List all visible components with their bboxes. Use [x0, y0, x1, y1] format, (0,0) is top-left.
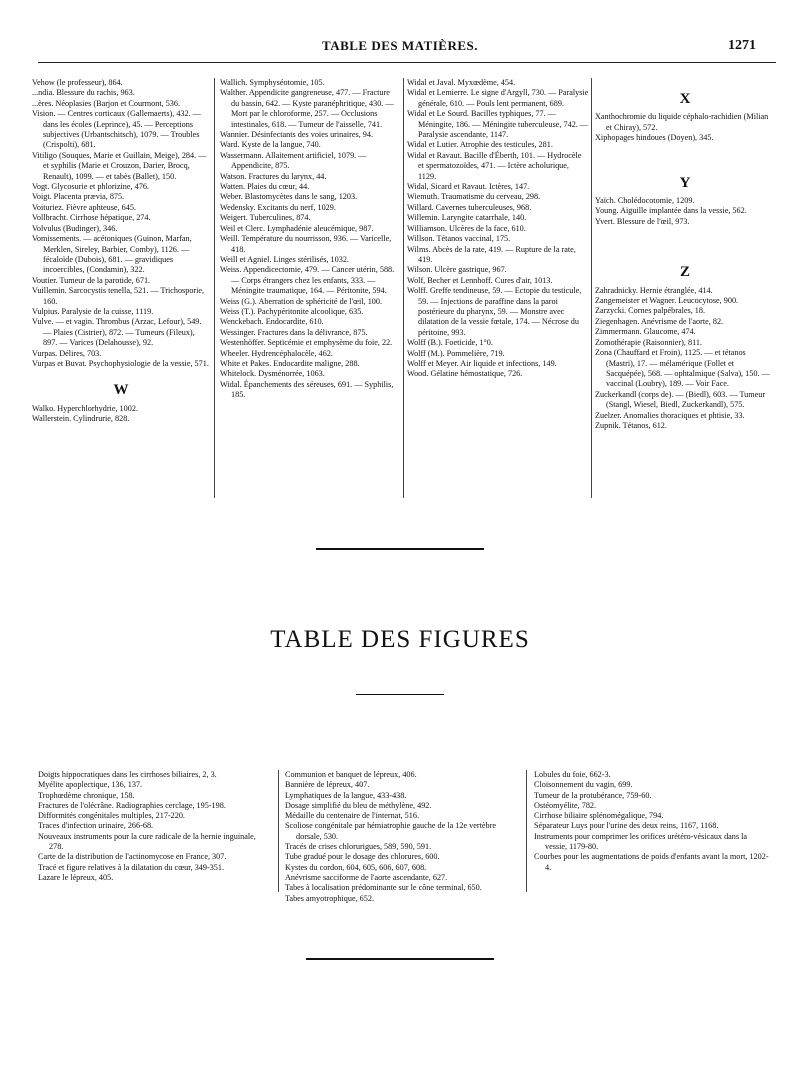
figure-entry: Nouveaux instruments pour la cure radicale de la hernie inguinale, 278. — [38, 831, 256, 852]
index-entry: White et Pakes. Endocardite maligne, 288. — [220, 358, 360, 368]
figure-entry: Fractures de l'olécrâne. Radiographies cerclage, 195-198. — [38, 800, 226, 810]
index-entry: Xiphopages hindoues (Doyen), 345. — [595, 133, 714, 143]
column-rule — [526, 770, 527, 892]
index-entry: Vogt. Glycosurie et phlorizine, 476. — [32, 182, 149, 192]
index-entry: Weiss. Appendicectomie, 479. — Cancer utérin, 588. — Corps étrangers chez les enfants, 333. — Méningite traumatique, 164. — Péritonite, 594. — [220, 265, 395, 296]
index-entry: Weber. Blastomycètes dans le sang, 1203. — [220, 192, 358, 202]
index-entry: Zomothérapie (Raisonnier), 811. — [595, 337, 703, 347]
index-entry: Wood. Gélatine hémostatique, 726. — [407, 369, 523, 379]
figure-entry: Kystes du cordon, 604, 605, 606, 607, 608. — [285, 862, 427, 872]
figures-title: TABLE DES FIGURES — [270, 626, 530, 653]
figure-entry: Difformités congénitales multiples, 217-220. — [38, 811, 185, 821]
index-entry: Weill. Température du nourrisson, 936. — Varicelle, 418. — [220, 234, 392, 254]
index-entry: Voigt. Placenta prævia, 875. — [32, 192, 125, 202]
index-entry: Williamson. Ulcères de la face, 610. — [407, 223, 526, 233]
index-entry: ...ères. Néoplasies (Barjon et Courmont, 536. — [32, 98, 181, 108]
index-entry: Zimmermann. Glaucome, 474. — [595, 327, 696, 337]
index-entry: Wallich. Symphyséotomie, 105. — [220, 78, 325, 87]
index-entry: Vurpas. Délires, 703. — [32, 348, 102, 358]
index-entry: Vehow (le professeur), 864. — [32, 78, 123, 87]
column-rule — [403, 78, 404, 498]
index-entry: Young. Aiguille implantée dans la vessie, 562. — [595, 206, 747, 216]
index-entry: Willemin. Laryngite catarrhale, 140. — [407, 213, 527, 223]
index-entry: Wedensky. Excitants du nerf, 1029. — [220, 202, 336, 212]
figure-entry: Anévrisme sacciforme de l'aorte ascendante, 627. — [285, 872, 448, 882]
index-entry: Vomissements. — acétoniques (Guinon, Marfan, Merklen, Sireley, Barbier, Comby), 1126. — fécaloïde (Dubois), 681. — gravidiques incoercibles, (Condamin), 322. — [32, 234, 192, 275]
index-entry: Xanthochromie du liquide céphalo-rachidien (Milian et Chiray), 572. — [595, 112, 769, 132]
index-entry: Voituriez. Fièvre aphteuse, 645. — [32, 202, 136, 212]
figure-entry: Dosage simplifié du bleu de méthylène, 492. — [285, 800, 432, 810]
index-entry: Zangemeister et Wagner. Leucocytose, 900. — [595, 296, 739, 306]
index-entry: Watson. Fractures du larynx, 44. — [220, 171, 327, 181]
index-entry: Widal et Lemierre. Le signe d'Argyll, 730. — Paralysie générale, 610. — Pouls lent permanent, 689. — [407, 88, 589, 108]
index-entry: Willson. Tétanos vaccinal, 175. — [407, 234, 511, 244]
index-entry: ...ndia. Blessure du rachis, 963. — [32, 88, 135, 98]
index-entry: Yvert. Blessure de l'œil, 973. — [595, 216, 690, 226]
section-letter-w: W — [113, 382, 129, 399]
index-entry: Wessinger. Fractures dans la délivrance, 875. — [220, 327, 368, 337]
figure-entry: Lazare le lépreux, 405. — [38, 872, 114, 882]
index-entry: Zahradnicky. Hernie étranglée, 414. — [595, 285, 713, 295]
figure-entry: Bannière de lépreux, 407. — [285, 780, 370, 790]
index-entry: Ward. Kyste de la langue, 740. — [220, 140, 321, 150]
index-entry: Ziegenhagen. Anévrisme de l'aorte, 82. — [595, 316, 724, 326]
index-entry: Widal et Ravaut. Bacille d'Éberth, 101. — Hydrocèle et spermatozoïdes, 471. — Ictère acholurique, 1129. — [407, 150, 582, 181]
running-header — [0, 38, 800, 58]
index-entry: Wenckebach. Endocardite, 610. — [220, 317, 324, 327]
index-entry: Vurpas et Buvat. Psychophysiologie de la vessie, 571. — [32, 358, 209, 368]
figure-entry: Scoliose congénitale par hémiatrophie gauche de la 12e vertèbre dorsale, 530. — [285, 821, 496, 841]
figures-column-1 — [38, 770, 266, 883]
page-number: 1271 — [728, 38, 756, 53]
index-entry: Wannier. Désinfectants des voies urinaires, 94. — [220, 130, 374, 140]
index-entry: Zupnik. Tétanos, 612. — [595, 420, 667, 430]
bottom-separator — [306, 958, 494, 960]
figure-entry: Ostéomyélite, 782. — [534, 800, 597, 810]
index-entry: Wassermann. Allaitement artificiel, 1079. — Appendicite, 875. — [220, 150, 367, 171]
index-entry: Widal et Lutier. Atrophie des testicules, 281. — [407, 140, 553, 150]
figure-entry: Lymphatiques de la langue, 433-438. — [285, 790, 407, 800]
index-entry: Weil et Clerc. Lymphadénie aleucémique, 987. — [220, 223, 374, 233]
index-entry: Wolff et Meyer. Air liquide et infections, 149. — [407, 358, 557, 368]
index-entry: Whitelock. Dysménorrée, 1063. — [220, 369, 325, 379]
figure-entry: Séparateur Luys pour l'urine des deux reins, 1167, 1168. — [534, 821, 719, 831]
index-column-3 — [407, 78, 589, 380]
index-entry: Weigert. Tuberculines, 874. — [220, 213, 311, 223]
figure-entry: Tabes à localisation prédominante sur le cône terminal, 650. — [285, 883, 482, 893]
figure-entry: Tracés de crises chlorurigues, 589, 590, 591. — [285, 842, 432, 852]
index-entry: Watten. Plaies du cœur, 44. — [220, 182, 310, 192]
figures-column-2 — [285, 770, 515, 904]
index-entry: Zuckerkandl (corps de). — (Biedl), 603. — Tumeur (Stangl, Wiesel, Biedl, Zuckerkandl), 575. — [595, 389, 766, 410]
index-entry: Vitiligo (Souques, Marie et Guillain, Meige), 284. — et syphilis (Marie et Crouzon, Darier, Brocq, Renault), 1099. — et tabès (Ballet), 150. — [32, 150, 207, 181]
index-entry: Wallerstein. Cylindrurie, 828. — [32, 414, 130, 424]
running-title: TABLE DES MATIÈRES. — [321, 38, 479, 53]
figure-entry: Trophœdème chronique, 158. — [38, 790, 135, 800]
index-entry: Wilson. Ulcère gastrique, 967. — [407, 265, 507, 275]
column-rule — [591, 78, 592, 498]
index-entry: Wilms. Abcès de la rate, 419. — Rupture de la rate, 419. — [407, 244, 576, 264]
index-entry: Weiss (T.). Pachypéritonite alcoolique, 635. — [220, 306, 364, 316]
figure-entry: Doigts hippocratiques dans les cirrhoses biliaires, 2, 3. — [38, 770, 217, 779]
index-entry: Voutier. Tumeur de la parotide, 671. — [32, 275, 151, 285]
figure-entry: Tracé et figure relatives à la dilatation du cœur, 349-351. — [38, 862, 225, 872]
index-entry: Wiemuth. Traumatisme du cerveau, 298. — [407, 192, 541, 202]
index-entry: Widal, Sicard et Ravaut. Ictères, 147. — [407, 182, 530, 192]
index-entry: Vulpius. Paralysie de la cuisse, 1119. — [32, 306, 154, 316]
header-rule — [38, 62, 776, 63]
figure-entry: Cloisonnement du vagin, 699. — [534, 780, 633, 790]
section-letter-z: Z — [679, 264, 690, 281]
figure-entry: Courbes pour les augmentations de poids d'enfants avant la mort, 1202-4. — [534, 852, 769, 872]
column-rule — [278, 770, 279, 892]
index-entry: Widal. Épanchements des séreuses, 691. — Syphilis, 185. — [220, 379, 394, 400]
index-entry: Widal et Javal. Myxœdème, 454. — [407, 78, 516, 87]
index-entry: Westenhöffer. Septicémie et emphysème du foie, 22. — [220, 338, 393, 348]
figure-entry: Myélite apoplectique, 136, 137. — [38, 780, 143, 790]
figure-entry: Traces d'infection urinaire, 266-68. — [38, 821, 154, 831]
section-letter-y: Y — [679, 174, 691, 191]
figure-entry: Cirrhose biliaire splénomégalique, 794. — [534, 811, 664, 821]
index-entry: Wheeler. Hydrencéphalocèle, 462. — [220, 348, 333, 358]
index-column-2 — [220, 78, 400, 401]
index-entry: Weill et Agniel. Linges stérilisés, 1032. — [220, 254, 349, 264]
figures-column-3 — [534, 770, 769, 873]
index-entry: Willard. Cavernes tuberculeuses, 968. — [407, 202, 532, 212]
figure-entry: Tube gradué pour le dosage des chlorures, 600. — [285, 852, 440, 862]
index-entry: Vision. — Centres corticaux (Gallemaerts), 432. — dans les écoles (Leprince), 45. — Perceptions subjectives (Urbantschitsch), 1079. — Troubles (Crispolti), 681. — [32, 109, 201, 150]
figure-entry: Communion et banquet de lépreux, 406. — [285, 770, 417, 779]
index-entry: Volvulus (Budinger), 346. — [32, 223, 118, 233]
section-separator — [316, 548, 484, 550]
index-column-4 — [595, 78, 775, 431]
index-entry: Walko. Hyperchlorhydrie, 1002. — [32, 403, 138, 413]
index-column-1 — [32, 78, 210, 425]
index-entry: Wolf, Becher et Lennhoff. Cures d'air, 1013. — [407, 275, 553, 285]
figure-entry: Tumeur de la protubérance, 759-60. — [534, 790, 652, 800]
index-entry: Zuelzer. Anomalies thoraciques et phtisie, 33. — [595, 410, 745, 420]
column-rule — [214, 78, 215, 498]
figure-entry: Tabes amyotrophique, 652. — [285, 893, 375, 903]
figure-entry: Carte de la distribution de l'actinomycose en France, 307. — [38, 852, 227, 862]
index-entry: Zona (Chauffard et Froin), 1125. — et tétanos (Mastri), 17. — mélamérique (Follet et Sacquépée), 568. — ophtalmique (Salva), 150. — vaccinal (Loubry), 189. — Voir Face. — [595, 348, 770, 389]
index-entry: Vulve. — et vagin. Thrombus (Arzac, Lefour), 549. — Plaies (Cistrier), 872. — Tumeurs (Fileux), 897. — Varices (Delahousse), 92. — [32, 317, 202, 348]
index-entry: Vollbracht. Cirrhose hépatique, 274. — [32, 213, 151, 223]
index-entry: Vuillemin. Sarcocystis tenella, 521. — Trichosporie, 160. — [32, 286, 205, 306]
figure-entry: Médaille du centenaire de l'internat, 516. — [285, 811, 420, 821]
index-entry: Wolff (M.). Pommelière, 719. — [407, 348, 505, 358]
index-entry: Widal et Le Sourd. Bacilles typhiques, 77. — Méningite, 186. — Méningite tuberculeuse, 742. — Paralysie ascendante, 1147. — [407, 109, 589, 140]
index-entry: Yaïch. Cholédocotomie, 1209. — [595, 196, 695, 206]
index-entry: Weiss (G.). Aberration de sphéricité de l'œil, 100. — [220, 296, 383, 306]
figure-entry: Instruments pour comprimer les orifices urétéro-vésicaux dans la vessie, 1179-80. — [534, 831, 748, 852]
index-entry: Walther. Appendicite gangreneuse, 477. — Fracture du bassin, 642. — Kyste paranéphritique, 430. — Mort par le chloroforme, 257. — Occlusions intestinales, 618. — Tumeur de l'aisselle, 741. — [220, 88, 394, 129]
index-entry: Wolff. Greffe tendineuse, 59. — Ectopie du testicule, 59. — Injections de paraffine dans la paroi postérieure du pharynx, 59. — Monstre avec dilatation de la vessie fœtale, 174. — Nécrose du péritoine, 993. — [407, 286, 582, 337]
figures-title-rule — [356, 694, 444, 695]
index-entry: Wolff (B.). Foeticide, 1°0. — [407, 338, 493, 348]
section-letter-x: X — [679, 91, 691, 107]
index-entry: Zarzycki. Cornes palpébrales, 18. — [595, 306, 706, 316]
figure-entry: Lobules du foie, 662-3. — [534, 770, 611, 779]
